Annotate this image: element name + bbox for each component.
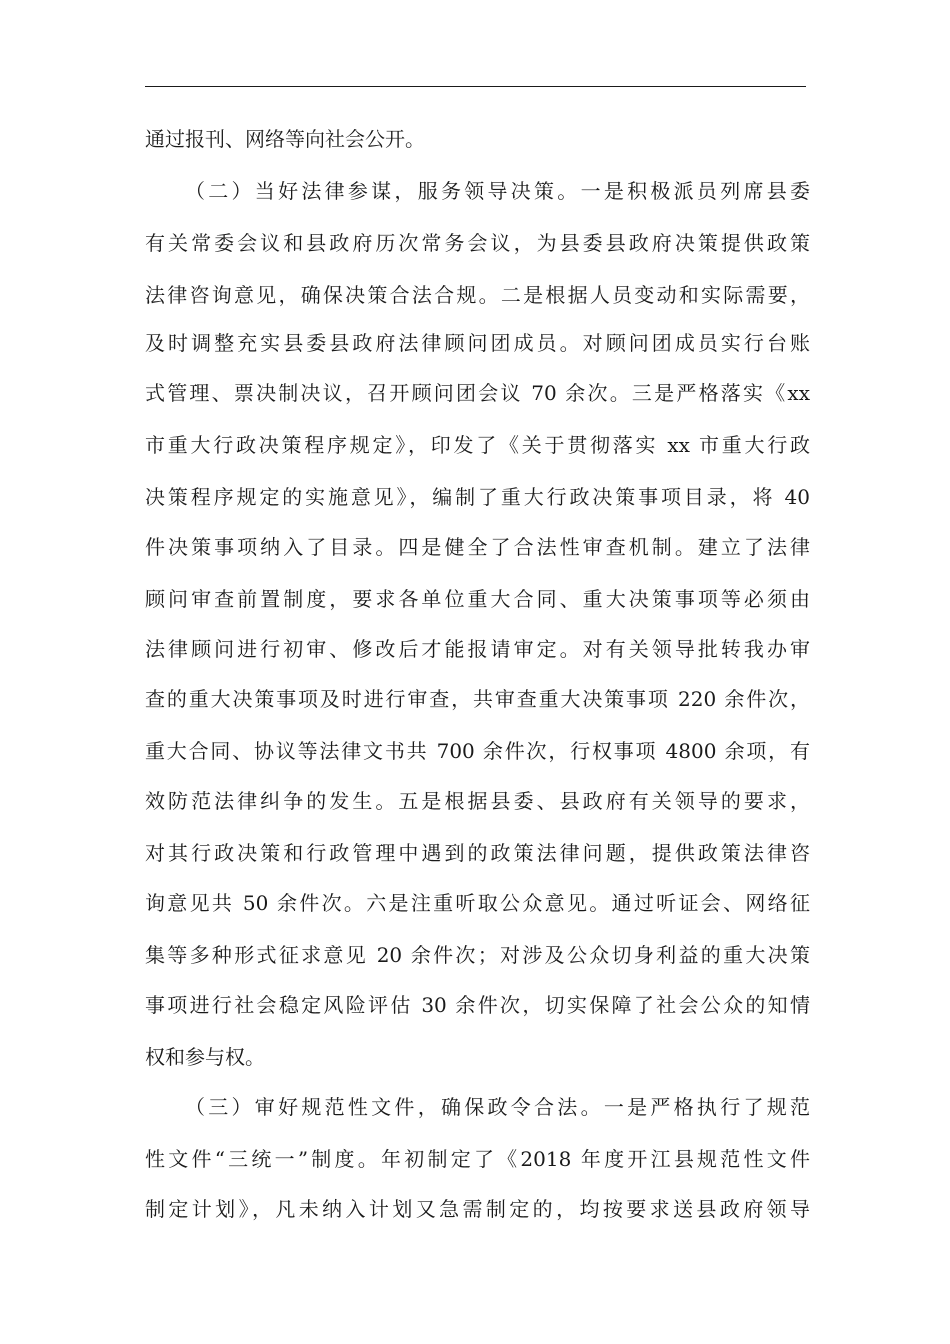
paragraph-1-line-1: 通过报刊、网络等向社会公开。 [145, 127, 425, 151]
header-rule [145, 86, 806, 87]
paragraph-2-line-16: 集等多种形式征求意见 20 余件次；对涉及公众切身利益的重大决策 [145, 943, 810, 967]
paragraph-2-line-17: 事项进行社会稳定风险评估 30 余件次，切实保障了社会公众的知情 [145, 993, 810, 1017]
paragraph-2-line-12: 重大合同、协议等法律文书共 700 余件次，行权事项 4800 余项，有 [145, 739, 810, 763]
paragraph-3-line-2: 性文件“三统一”制度。年初制定了《2018 年度开江县规范性文件 [145, 1147, 810, 1171]
paragraph-2-line-6: 市重大行政决策程序规定》，印发了《关于贯彻落实 xx 市重大行政 [145, 433, 810, 457]
paragraph-2-line-13: 效防范法律纠争的发生。五是根据县委、县政府有关领导的要求， [145, 789, 810, 813]
paragraph-2-line-3: 法律咨询意见，确保决策合法合规。二是根据人员变动和实际需要， [145, 283, 810, 307]
paragraph-2-line-1: （二）当好法律参谋，服务领导决策。一是积极派员列席县委 [185, 179, 810, 203]
paragraph-3-line-1: （三）审好规范性文件，确保政令合法。一是严格执行了规范 [185, 1095, 810, 1119]
paragraph-2-line-7: 决策程序规定的实施意见》，编制了重大行政决策事项目录，将 40 [145, 485, 810, 509]
paragraph-2-line-15: 询意见共 50 余件次。六是注重听取公众意见。通过听证会、网络征 [145, 891, 810, 915]
paragraph-2-line-14: 对其行政决策和行政管理中遇到的政策法律问题，提供政策法律咨 [145, 841, 810, 865]
paragraph-2-line-5: 式管理、票决制决议，召开顾问团会议 70 余次。三是严格落实《xx [145, 381, 810, 405]
paragraph-3-line-3: 制定计划》，凡未纳入计划又急需制定的，均按要求送县政府领导 [145, 1197, 810, 1221]
paragraph-2-line-2: 有关常委会议和县政府历次常务会议，为县委县政府决策提供政策 [145, 231, 810, 255]
paragraph-2-line-10: 法律顾问进行初审、修改后才能报请审定。对有关领导批转我办审 [145, 637, 810, 661]
paragraph-2-line-4: 及时调整充实县委县政府法律顾问团成员。对顾问团成员实行台账 [145, 331, 810, 355]
paragraph-2-line-8: 件决策事项纳入了目录。四是健全了合法性审查机制。建立了法律 [145, 535, 810, 559]
paragraph-2-line-11: 查的重大决策事项及时进行审查，共审查重大决策事项 220 余件次， [145, 687, 810, 711]
paragraph-2-line-18: 权和参与权。 [145, 1045, 265, 1069]
paragraph-2-line-9: 顾问审查前置制度，要求各单位重大合同、重大决策事项等必须由 [145, 587, 810, 611]
